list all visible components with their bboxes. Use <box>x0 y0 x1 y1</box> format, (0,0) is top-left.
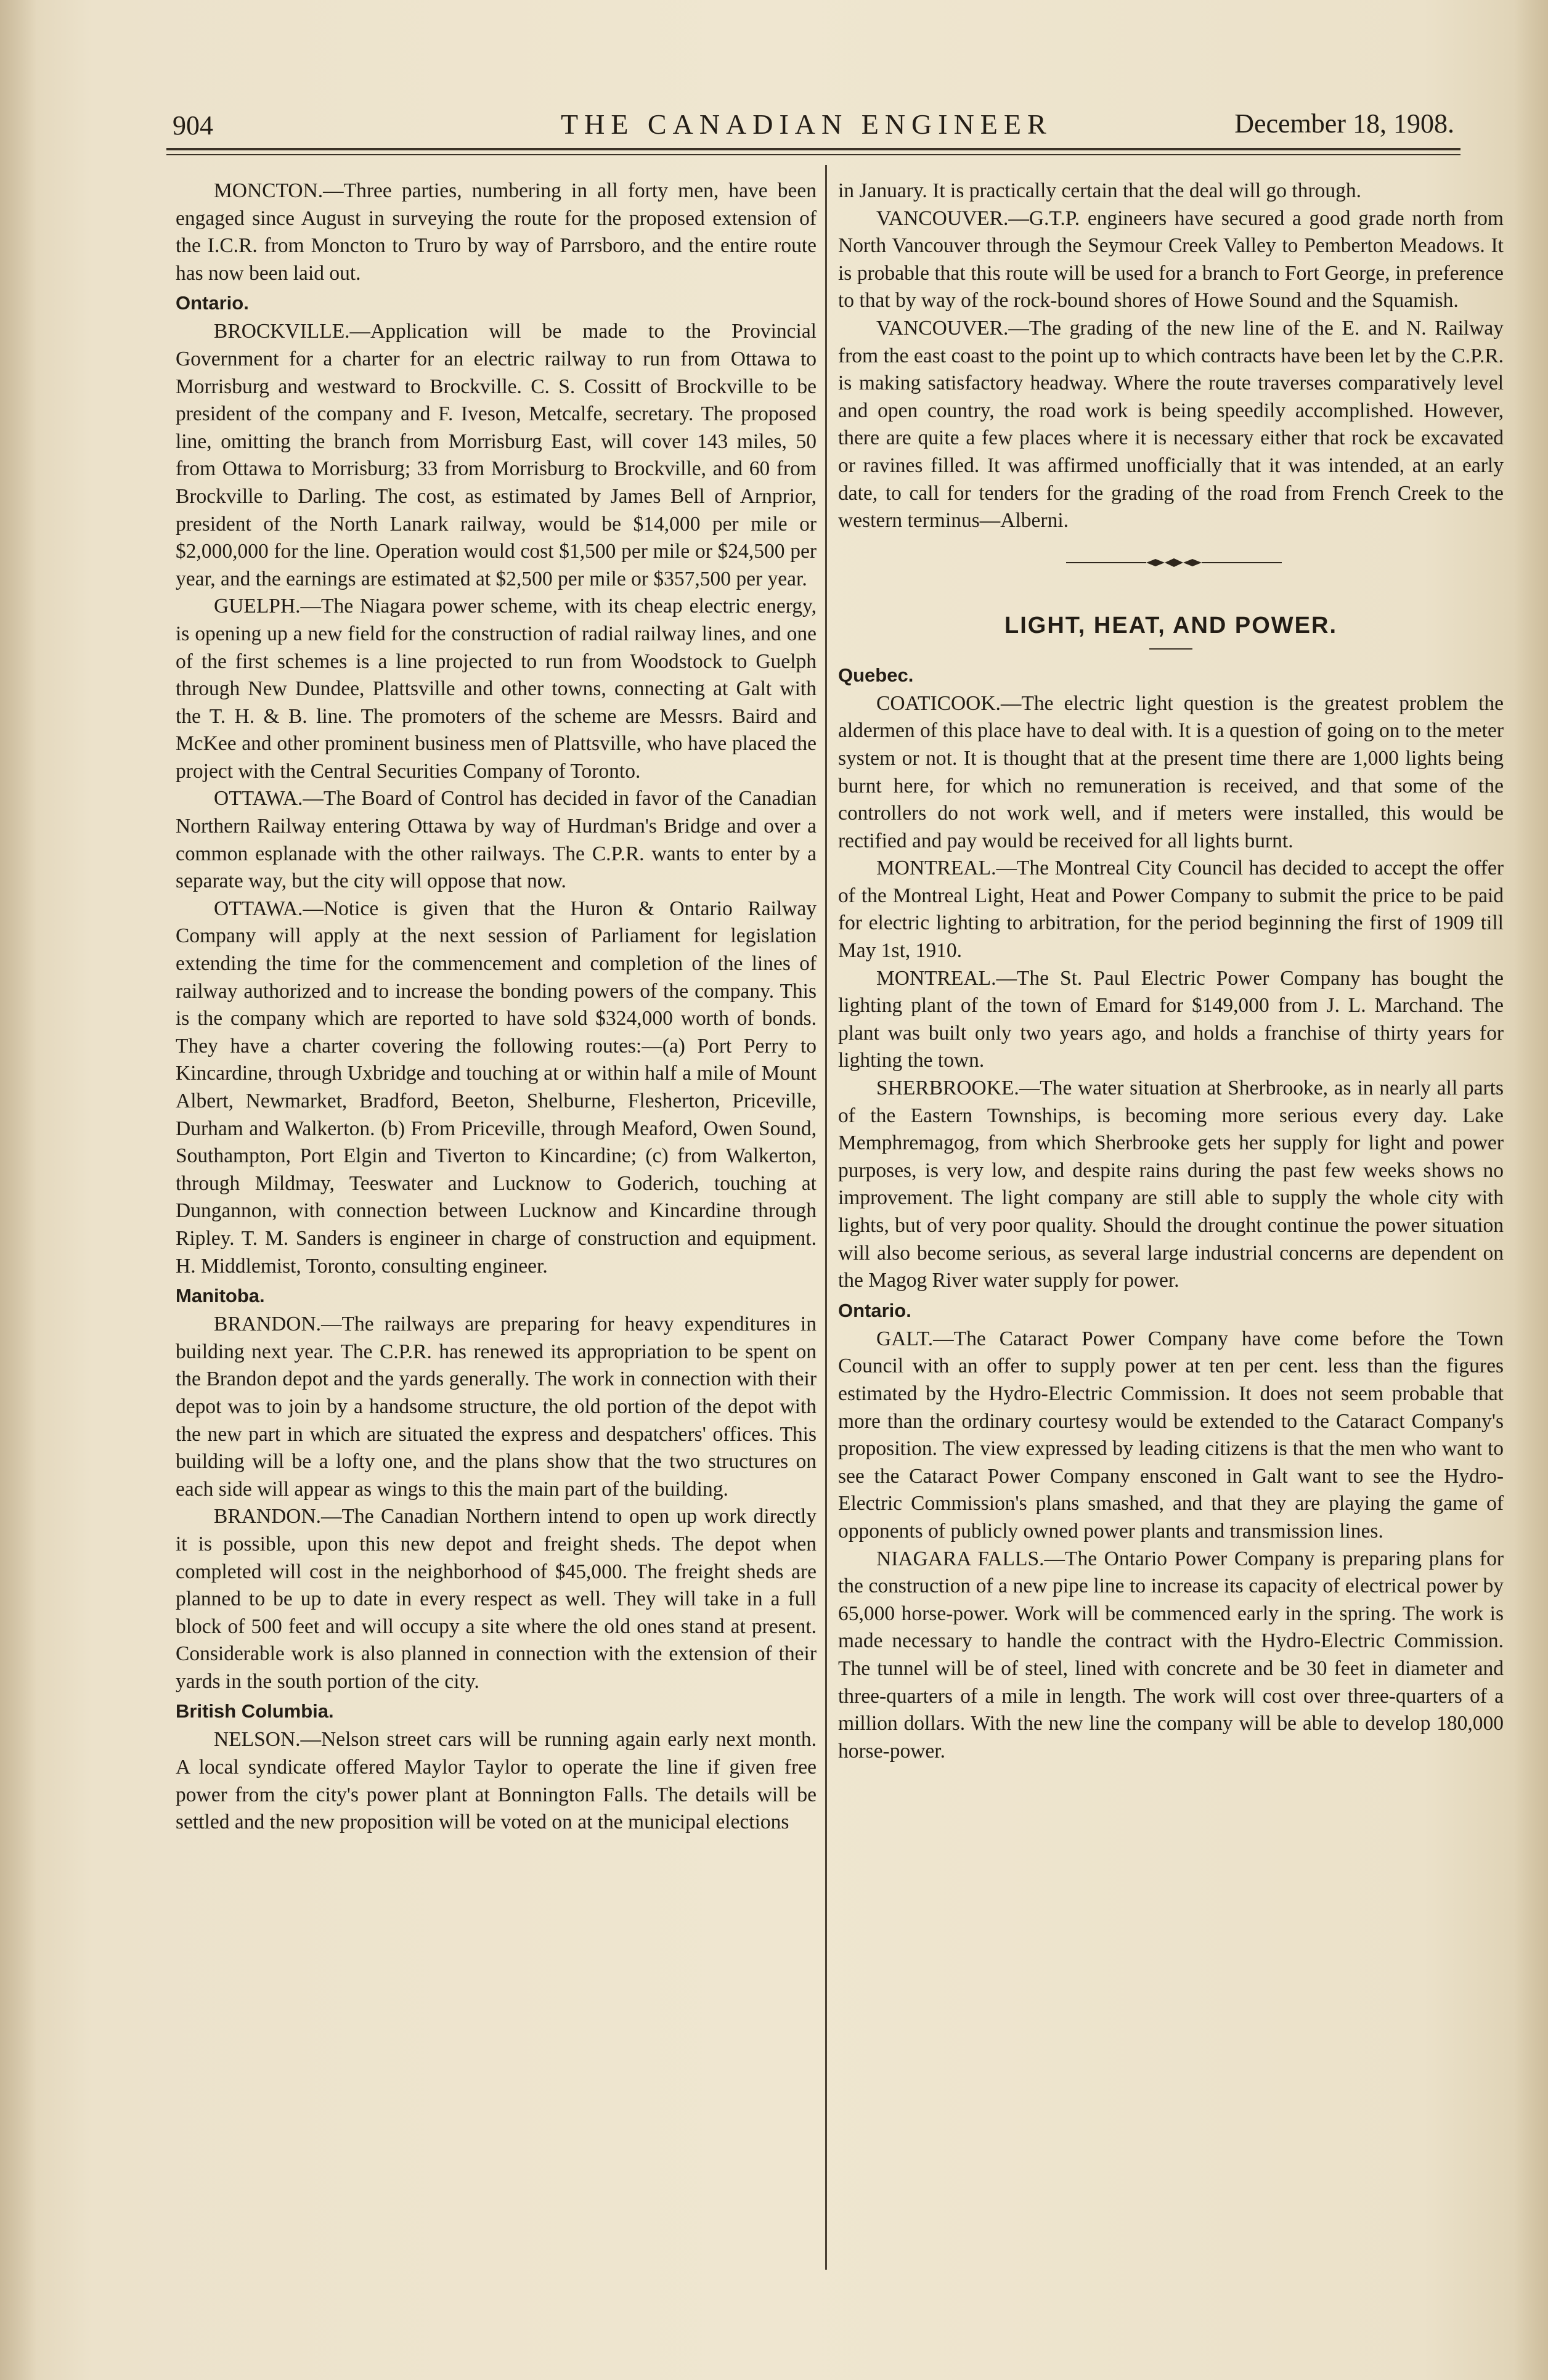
paper-edge-shadow-right <box>1514 0 1548 2380</box>
column-divider <box>825 165 827 2270</box>
ornament-divider-icon <box>1066 556 1282 569</box>
right-column <box>838 177 1504 1765</box>
article-brandon-2: BRANDON.—The Canadian Northern intend to open up work directly it is possible, upon this new depot and freight sheds. The depot when completed will cost in the neighborhood of $45,000. The freight sheds are planned to be up to date in every respect as well. They will take in a full block of 500 feet and will occupy a site where the old ones stand at present. Considerable work is also planned in connection with the extension of their yards in the south portion of the city. <box>176 1505 817 1693</box>
article-galt: GALT.—The Cataract Power Company have come before the Town Council with an offer to supply power at ten per cent. less than the figures estimated by the Hydro-Electric Commission. It does not seem probable that more than the ordinary courtesy would be extended to the Cataract Company's proposition. The view expressed by leading citizens is that the men who want to see the Cataract Power Company ensconed in Galt want to see the Hydro-Electric Commission's plans smashed, and that they are playing the game of opponents of publicly owned power plants and transmission lines. <box>838 1327 1504 1543</box>
article-brandon-1: BRANDON.—The railways are preparing for heavy expenditures in building next year. The C.P.R. has renewed its appropriation to be spent on the Brandon depot and the yards generally. The work in connection with their depot was to join by a handsome structure, the old portion of the depot with the new part in which are situated the express and despatchers' offices. This building will be a lofty one, and the plans show that the two structures on each side will appear as wings to this the main part of the building. <box>176 1313 817 1501</box>
article-montreal-1: MONTREAL.—The Montreal City Council has decided to accept the offer of the Montreal Light, Heat and Power Company to submit the price to be paid for electric lighting to arbitration, for the period beginning the first of 1909 till May 1st, 1910. <box>838 857 1504 963</box>
page-header <box>173 105 1454 148</box>
article-montreal-2: MONTREAL.—The St. Paul Electric Power Company has bought the lighting plant of the town of Emard for $149,000 from J. L. Marchand. The plant was built only two years ago, and holds a franchise of thirty years for lighting the town. <box>838 966 1504 1072</box>
article-ottawa-1: OTTAWA.—The Board of Control has decided in favor of the Canadian Northern Railway entering Ottawa by way of Hurdman's Bridge and over a common esplanade with the other railways. The C.P.R. wants to enter by a separate way, but the city will oppose that now. <box>176 787 817 893</box>
article-vancouver-2: VANCOUVER.—The grading of the new line of the E. and N. Railway from the east coast to the point up to which contracts have been let by the C.P.R. is making satisfactory headway. Where the route traverses comparatively level and open country, the road work is being speedily accomplished. However, there are quite a few places where it is necessary either that rock be excavated or ravines filled. It was affirmed unofficially that it was intended, at an early date, to call for tenders for the grading of the road from French Creek to the western terminus—Alberni. <box>838 316 1504 532</box>
article-vancouver-1: VANCOUVER.—G.T.P. engineers have secured a good grade north from North Vancouver through the Seymour Creek Valley to Pemberton Meadows. It is probable that this route will be used for a branch to Fort George, in preference to that by way of the rock-bound shores of Howe Sound and the Squamish. <box>838 206 1504 312</box>
article-moncton: MONCTON.—Three parties, numbering in all forty men, have been engaged since August in surveying the route for the proposed extension of the I.C.R. from Moncton to Truro by way of Parrsboro, and the entire route has now been laid out. <box>176 179 817 285</box>
left-column <box>176 177 817 1836</box>
article-ottawa-2: OTTAWA.—Notice is given that the Huron & Ontario Railway Company will apply at the next session of Parliament for legislation extending the time for the commencement and completion of the lines of railway authorized and to increase the bonding powers of the company. This is the company which are reported to have sold $324,000 worth of bonds. They have a charter covering the following routes:—(a) Port Perry to Kincardine, through Uxbridge and touching at or within half a mile of Mount Albert, Newmarket, Bradford, Beeton, Shelburne, Flesherton, Priceville, Durham and Walkerton. (b) From Priceville, through Meaford, Owen Sound, Southampton, Port Elgin and Tiverton to Kincardine; (c) from Walkerton, through Mildmay, Teeswater and Lucknow to Goderich, touching at Dungannon, with connection between Lucknow and Kincardine through Ripley. T. M. Sanders is engineer in charge of construction and equipment. H. Middlemist, Toronto, consulting engineer. <box>176 897 817 1278</box>
article-niagara-falls: NIAGARA FALLS.—The Ontario Power Company is preparing plans for the construction of a new pipe line to increase its capacity of electrical power by 65,000 horse-power. Work will be commenced early in the spring. The work is made necessary to handle the contract with the Hydro-Electric Commission. The tunnel will be of steel, lined with concrete and be 30 feet in diameter and three-quarters of a mile in length. The work will cost over three-quarters of a million dollars. With the new line the company will be able to develop 180,000 horse-power. <box>838 1547 1504 1763</box>
header-rule-thin <box>166 154 1460 155</box>
region-heading-ontario-power: Ontario. <box>838 1299 911 1321</box>
section-ornament <box>838 535 1504 584</box>
header-rule <box>166 148 1460 150</box>
region-heading-ontario: Ontario. <box>176 292 249 314</box>
region-heading-british-columbia: British Columbia. <box>176 1700 334 1722</box>
section-title-rule <box>1149 648 1192 650</box>
section-title-light-heat-power: LIGHT, HEAT, AND POWER. <box>1004 612 1337 638</box>
article-nelson: NELSON.—Nelson street cars will be running again early next month. A local syndicate offered Maylor Taylor to operate the line if given free power from the city's power plant at Bonnington Falls. The details will be settled and the new proposition will be voted on at the municipal elections <box>176 1728 817 1834</box>
journal-title: THE CANADIAN ENGINEER <box>561 108 1053 140</box>
issue-date: December 18, 1908. <box>1234 108 1454 139</box>
region-heading-quebec: Quebec. <box>838 664 914 686</box>
article-guelph: GUELPH.—The Niagara power scheme, with its cheap electric energy, is opening up a new field for the construction of radial railway lines, and one of the first schemes is a line projected to run from Woodstock to Guelph through New Dundee, Plattsville and other towns, connecting at Galt with the T. H. & B. line. The promoters of the scheme are Messrs. Baird and McKee and other prominent business men of Plattsville, who have placed the project with the Central Securities Company of Toronto. <box>176 595 817 783</box>
article-nelson-continued: in January. It is practically certain that the deal will go through. <box>838 179 1362 202</box>
page-number: 904 <box>173 110 213 141</box>
article-brockville: BROCKVILLE.—Application will be made to the Provincial Government for a charter for an electric railway to run from Ottawa to Morrisburg and westward to Brockville. C. S. Cossitt of Brockville to be president of the company and F. Iveson, Metcalfe, secretary. The proposed line, omitting the branch from Morrisburg East, will cover 143 miles, 50 from Ottawa to Morrisburg; 33 from Morrisburg to Brockville, and 60 from Brockville to Darling. The cost, as estimated by James Bell of Arnprior, president of the North Lanark railway, would be $14,000 per mile or $2,000,000 for the line. Operation would cost $1,500 per mile or $24,500 per year, and the earnings are estimated at $2,500 per mile or $357,500 per year. <box>176 320 817 590</box>
paper-edge-shadow-left <box>0 0 37 2380</box>
region-heading-manitoba: Manitoba. <box>176 1285 265 1307</box>
article-coaticook: COATICOOK.—The electric light question is the greatest problem the aldermen of this place have to deal with. It is a question of going on to the meter system or not. It is thought that at the present time there are 1,000 lights being burnt here, for which no remuneration is received, and that some of the controllers do not work well, and if meters were installed, this would be rectified and pay would be received for all lights burnt. <box>838 691 1504 852</box>
article-sherbrooke: SHERBROOKE.—The water situation at Sherbrooke, as in nearly all parts of the Eastern Townships, is becoming more serious every day. Lake Memphremagog, from which Sherbrooke gets her supply for light and power purposes, is very low, and despite rains during the past few weeks shows no improvement. The light company are still able to supply the whole city with lights, but of very poor quality. Should the drought continue the power situation will also become serious, as several large industrial concerns are dependent on the Magog River water supply for power. <box>838 1077 1504 1292</box>
